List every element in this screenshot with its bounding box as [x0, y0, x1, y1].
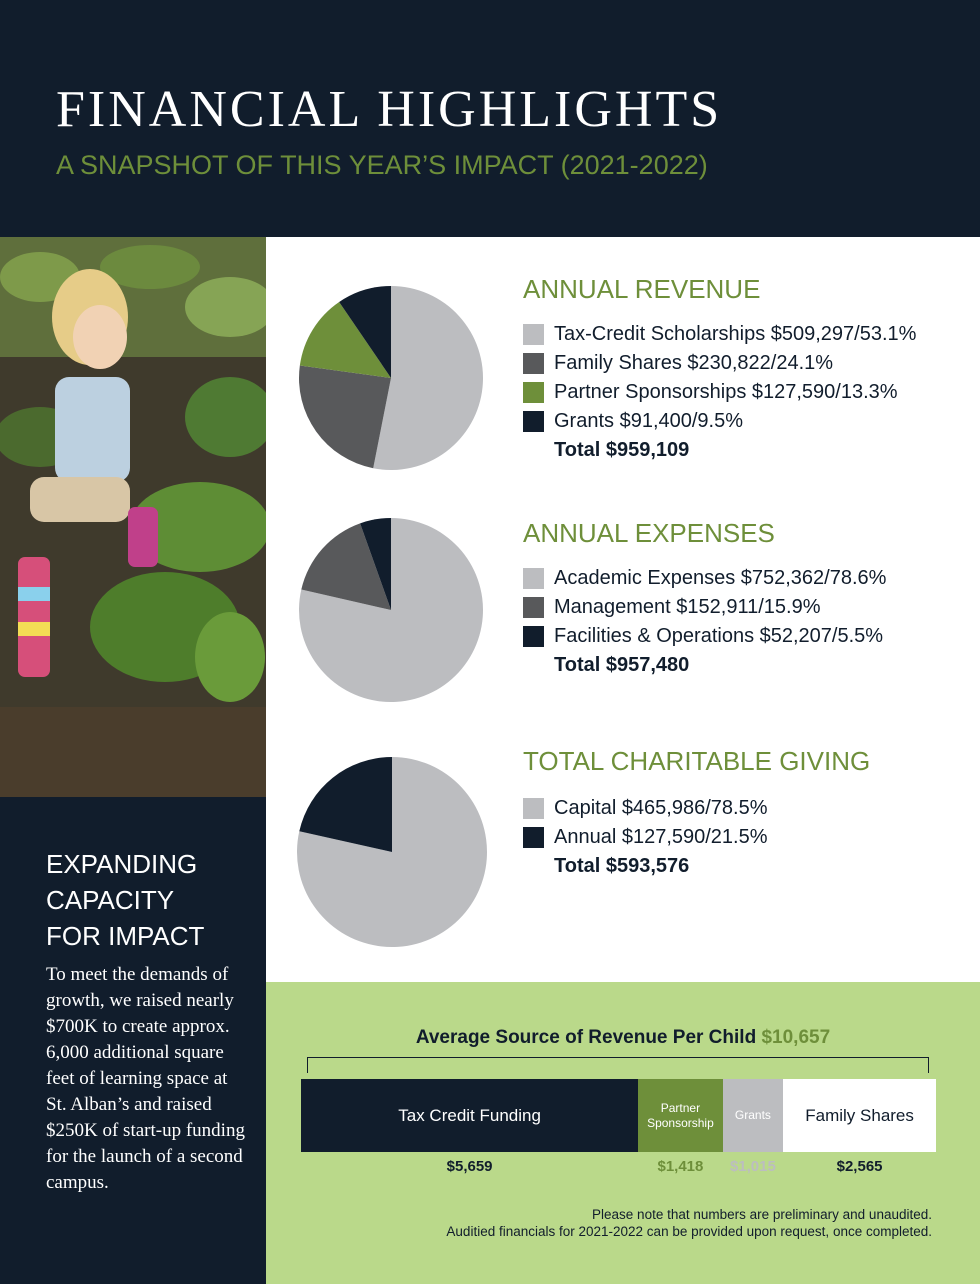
- legend-label: Annual $127,590/21.5%: [554, 826, 768, 848]
- revenue-title: ANNUAL REVENUE: [523, 274, 761, 304]
- total-bracket: [307, 1057, 929, 1073]
- garden-photo: [0, 237, 266, 797]
- expenses-legend: [523, 564, 886, 680]
- bar-segment-amount: $1,418: [657, 1158, 704, 1175]
- bar-segment-tax-credit-funding: [301, 1079, 638, 1152]
- giving-legend: [523, 794, 768, 881]
- legend-swatch: [523, 411, 544, 432]
- giving-title: TOTAL CHARITABLE GIVING: [523, 746, 871, 776]
- bar-segment-partner-sponsorship: [638, 1079, 722, 1152]
- bar-title-total: $10,657: [761, 1027, 831, 1048]
- legend-label: Academic Expenses $752,362/78.6%: [554, 567, 887, 589]
- bar-segment-amount: $1,015: [729, 1158, 776, 1175]
- bar-title-text: Average Source of Revenue Per Child: [415, 1027, 757, 1048]
- expenses-title: ANNUAL EXPENSES: [523, 518, 775, 548]
- legend-swatch: [523, 626, 544, 647]
- bar-segment-label: Family Shares: [805, 1106, 914, 1125]
- giving-total: Total $593,576: [554, 855, 690, 877]
- legend-item: [523, 564, 886, 593]
- legend-label: Tax-Credit Scholarships $509,297/53.1%: [554, 323, 917, 345]
- revenue-per-child-title: [266, 1027, 980, 1049]
- giving-pie-chart: [296, 756, 488, 948]
- legend-swatch: [523, 827, 544, 848]
- legend-label: Capital $465,986/78.5%: [554, 797, 768, 819]
- legend-label: Management $152,911/15.9%: [554, 596, 821, 618]
- legend-swatch: [523, 798, 544, 819]
- revenue-per-child-bar: [301, 1079, 936, 1152]
- legend-item: [523, 794, 768, 823]
- legend-label: Partner Sponsorships $127,590/13.3%: [554, 381, 898, 403]
- revenue-legend: [523, 320, 916, 465]
- revenue-total: Total $959,109: [554, 439, 690, 461]
- legend-item: [523, 378, 916, 407]
- disclaimer-note: Please note that numbers are preliminary and unaudited. Auditied financials for 2021-2022 can be provided upon request, once completed.: [446, 1207, 932, 1239]
- legend-item: [523, 407, 916, 436]
- bar-segment-grants: [723, 1079, 783, 1152]
- legend-label: Facilities & Operations $52,207/5.5%: [554, 625, 884, 647]
- legend-swatch: [523, 382, 544, 403]
- revenue-pie-chart: [298, 285, 484, 471]
- bar-segment-family-shares: [783, 1079, 936, 1152]
- garden-photo-image: [0, 237, 266, 797]
- bar-segment-label: Tax Credit Funding: [398, 1106, 541, 1125]
- bar-segment-label: Partner Sponsorship: [647, 1100, 714, 1130]
- legend-item: [523, 823, 768, 852]
- sidebar-body: To meet the demands of growth, we raised nearly $700K to create approx. 6,000 additional square feet of learning space at St. Alban’s and raised $250K of start-up funding for the launch of a second campus.: [46, 964, 245, 1193]
- bar-segment-amount: $2,565: [836, 1158, 883, 1175]
- legend-swatch: [523, 324, 544, 345]
- legend-swatch: [523, 353, 544, 374]
- legend-label: Grants $91,400/9.5%: [554, 410, 744, 432]
- legend-swatch: [523, 568, 544, 589]
- sidebar-title: EXPANDING CAPACITY FOR IMPACT: [46, 849, 205, 951]
- legend-item: [523, 593, 886, 622]
- legend-swatch: [523, 597, 544, 618]
- legend-label: Family Shares $230,822/24.1%: [554, 352, 834, 374]
- page-title: FINANCIAL HIGHLIGHTS: [56, 81, 723, 138]
- legend-item: [523, 622, 886, 651]
- page-subtitle: A SNAPSHOT OF THIS YEAR’S IMPACT (2021-2022): [56, 150, 708, 180]
- expenses-total: Total $957,480: [554, 654, 690, 676]
- bar-segment-amount: $5,659: [446, 1158, 493, 1175]
- legend-item: [523, 349, 916, 378]
- expenses-pie-chart: [298, 517, 484, 703]
- bar-segment-label: Grants: [734, 1108, 771, 1122]
- legend-item: [523, 320, 916, 349]
